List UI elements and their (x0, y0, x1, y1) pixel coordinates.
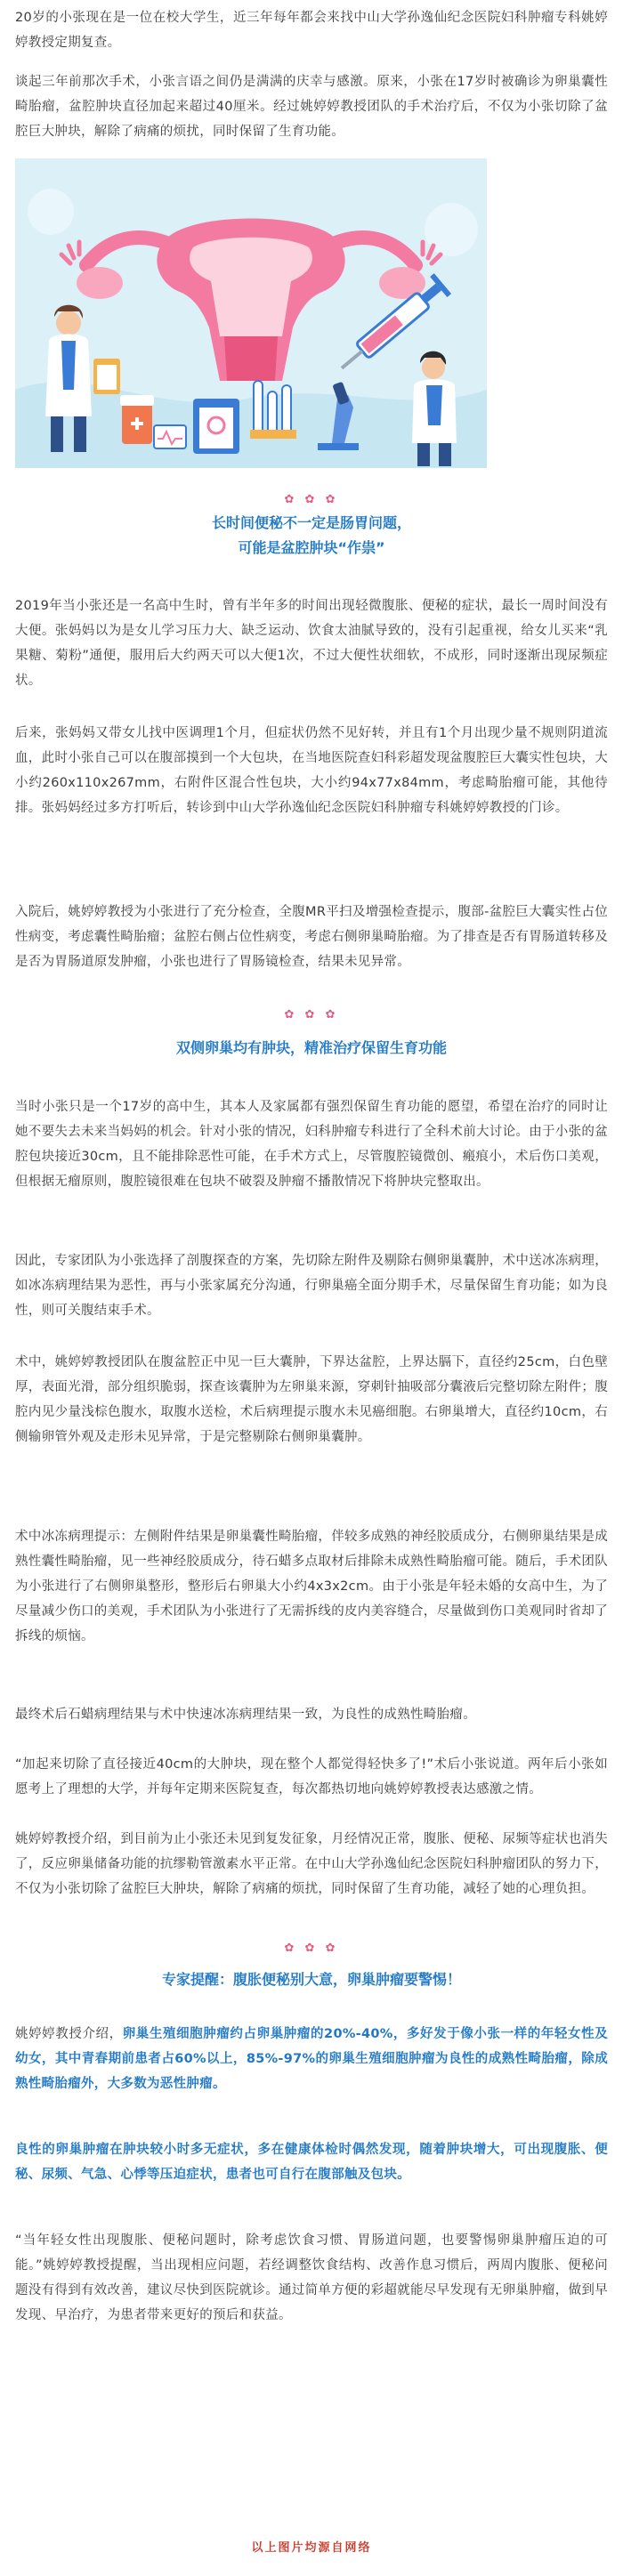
paragraph-expert-advice: “当年轻女性出现腹胀、便秘问题时，除考虑饮食习惯、胃肠道问题，也要警惕卵巢肿瘤压迫的可能。”姚婷婷教授提醒，当出现相应问题，若经调整饮食结构、改善作息习惯后，两周内腹胀、便秘问题没有得到有效改善，建议尽快到医院就诊。通过简单方便的彩超就能尽早发现有无卵巢肿瘤，做到早发现、早治疗，为患者带来更好的预后和获益。 (15, 2233, 608, 2322)
paragraph-diagnosis: 后来，张妈妈又带女儿找中医调理1个月，但症状仍然不见好转，并且有1个月出现少量不规则阴道流血，此时小张自己可以在腹部摸到一个大包块，在当地医院查妇科彩超发现盆腹腔巨大囊实性包块，大小约260x110x267mm，右附件区混合性包块，大小约94x77x84mm，考虑畸胎瘤可能，其他待排。张妈妈经过多方打听后，转诊到中山大学孙逸仙纪念医院妇科肿瘤专科姚婷婷教授的门诊。 (15, 726, 608, 815)
paragraph-pathology: 术中冰冻病理提示：左侧附件结果是卵巢囊性畸胎瘤，伴较多成熟的神经胶质成分，右侧卵巢结果是成熟性囊性畸胎瘤，见一些神经胶质成分，待石蜡多点取材后排除未成熟性畸胎瘤可能。随后，手术团队为小张进行了右侧卵巢整形，整形后右卵巢大小约4x3x2cm。由于小张是年轻未婚的女高中生，为了尽量减少伤口的美观，手术团队为小张进行了无需拆线的皮内美容缝合，尽量做到伤口美观同时省却了拆线的烦恼。 (15, 1530, 608, 1643)
section-heading-1-line-1: 长时间便秘不一定是肠胃问题， (211, 514, 411, 531)
section-ornament: ✿ ✿ ✿ (284, 1942, 339, 1955)
paragraph-surgery-recall: 谈起三年前那次手术，小张言语之间仍是满满的庆幸与感激。原来，小张在17岁时被确诊为卵巢囊性畸胎瘤，盆腔肿块直径加起来超过40厘米。经过姚婷婷教授团队的手术治疗后，不仅为小张切除了盆腔巨大肿块，解除了病痛的烦扰，同时保留了生育功能。 (15, 75, 608, 139)
expert-tip-heading: 专家提醒：腹胀便秘别大意，卵巢肿瘤要警惕！ (161, 1971, 461, 1988)
paragraph-intraoperative: 术中，姚婷婷教授团队在腹盆腔正中见一巨大囊肿，下界达盆腔，上界达膈下，直径约25cm，白色壁厚，表面光滑，部分组织脆弱，探查该囊肿为左卵巢来源，穿刺针抽吸部分囊液后完整切除左附件；腹腔内见少量浅棕色腹水，取腹水送检，术后病理提示腹水未见癌细胞。右卵巢增大，直径约10cm，右侧输卵管外观及走形未见异常，于是完整剔除右侧卵巢囊肿。 (15, 1355, 608, 1444)
paragraph-tumor-statistics (15, 2022, 608, 2096)
section-heading-2: 双侧卵巢均有肿块，精准治疗保留生育功能 (175, 1039, 447, 1056)
paragraph-patient-quote: “加起来切除了直径接近40cm的大肿块，现在整个人都觉得轻快多了!”术后小张说道。两年后小张如愿考上了理想的大学，并每年定期来医院复查，每次都热切地向姚婷婷教授表达感激之情。 (15, 1757, 608, 1797)
statistics-lead-text: 姚婷婷教授介绍， (15, 2027, 123, 2041)
paragraph-admission: 入院后，姚婷婷教授为小张进行了充分检查，全腹MR平扫及增强检查提示，腹部-盆腔巨大囊实性占位性病变，考虑囊性畸胎瘤；盆腔右侧占位性病变，考虑右侧卵巢畸胎瘤。为了排查是否有胃肠道转移及是否为胃肠道原发肿瘤，小张也进行了胃肠镜检查，结果未见异常。 (15, 905, 608, 969)
section-ornament: ✿ ✿ ✿ (284, 1008, 339, 1022)
paragraph-follow-up: 姚婷婷教授介绍，到目前为止小张还未见到复发征象，月经情况正常，腹胀、便秘、尿频等症状也消失了，反应卵巢储备功能的抗缪勒管激素水平正常。在中山大学孙逸仙纪念医院妇科肿瘤团队的努力下，不仅为小张切除了盆腔巨大肿块，解除了病痛的烦扰，同时保留了生育功能，减轻了她的心理负担。 (15, 1832, 608, 1896)
paragraph-symptoms: 2019年当小张还是一名高中生时，曾有半年多的时间出现轻微腹胀、便秘的症状，最长一周时间没有大便。张妈妈以为是女儿学习压力大、缺乏运动、饮食太油腻导致的，没有引起重视，给女儿买来“乳果糖、菊粉”通便，服用后大约两天可以大便1次，不过大便性状细软，不成形，同时逐渐出现尿频症状。 (15, 599, 608, 688)
image-source-caption: 以上图片均源自网络 (251, 2541, 372, 2555)
statistics-highlight-text: 卵巢生殖细胞肿瘤约占卵巢肿瘤的20%-40%，多好发于像小张一样的年轻女性及幼女，其中青春期前患者占60%以上，85%-97%的卵巢生殖细胞肿瘤为良性的成熟性畸胎瘤，除成熟性畸胎瘤外，大多数为恶性肿瘤。 (15, 2027, 609, 2091)
section-ornament: ✿ ✿ ✿ (284, 493, 339, 506)
section-heading-1-line-2: 可能是盆腔肿块“作祟” (238, 539, 385, 556)
paragraph-treatment-plan: 当时小张只是一个17岁的高中生，其本人及家属都有强烈保留生育功能的愿望，希望在治疗的同时让她不要失去未来当妈妈的机会。针对小张的情况，妇科肿瘤专科进行了全科术前大讨论。由于小张的盆腔包块接近30cm，且不能排除恶性可能，在手术方式上，尽管腹腔镜微创、瘢痕小，术后伤口美观，但根据无瘤原则，腹腔镜很难在包块不破裂及肿瘤不播散情况下将肿块完整取出。 (15, 1100, 608, 1189)
paragraph-intro: 20岁的小张现在是一位在校大学生，近三年每年都会来找中山大学孙逸仙纪念医院妇科肿瘤专科姚婷婷教授定期复查。 (15, 11, 608, 50)
paragraph-final-pathology: 最终术后石蜡病理结果与术中快速冰冻病理结果一致，为良性的成熟性畸胎瘤。 (15, 1708, 476, 1722)
paragraph-benign-symptoms: 良性的卵巢肿瘤在肿块较小时多无症状，多在健康体检时偶然发现，随着肿块增大，可出现腹胀、便秘、尿频、气急、心悸等压迫症状，患者也可自行在腹部触及包块。 (15, 2143, 608, 2182)
uterus-illustration (15, 158, 487, 468)
paragraph-surgery-approach: 因此，专家团队为小张选择了剖腹探查的方案，先切除左附件及剔除右侧卵巢囊肿，术中送冰冻病理，如冰冻病理结果为恶性，再与小张家属充分沟通，行卵巢癌全面分期手术，尽量保留生育功能；如为良性，则可关腹结束手术。 (15, 1254, 608, 1318)
